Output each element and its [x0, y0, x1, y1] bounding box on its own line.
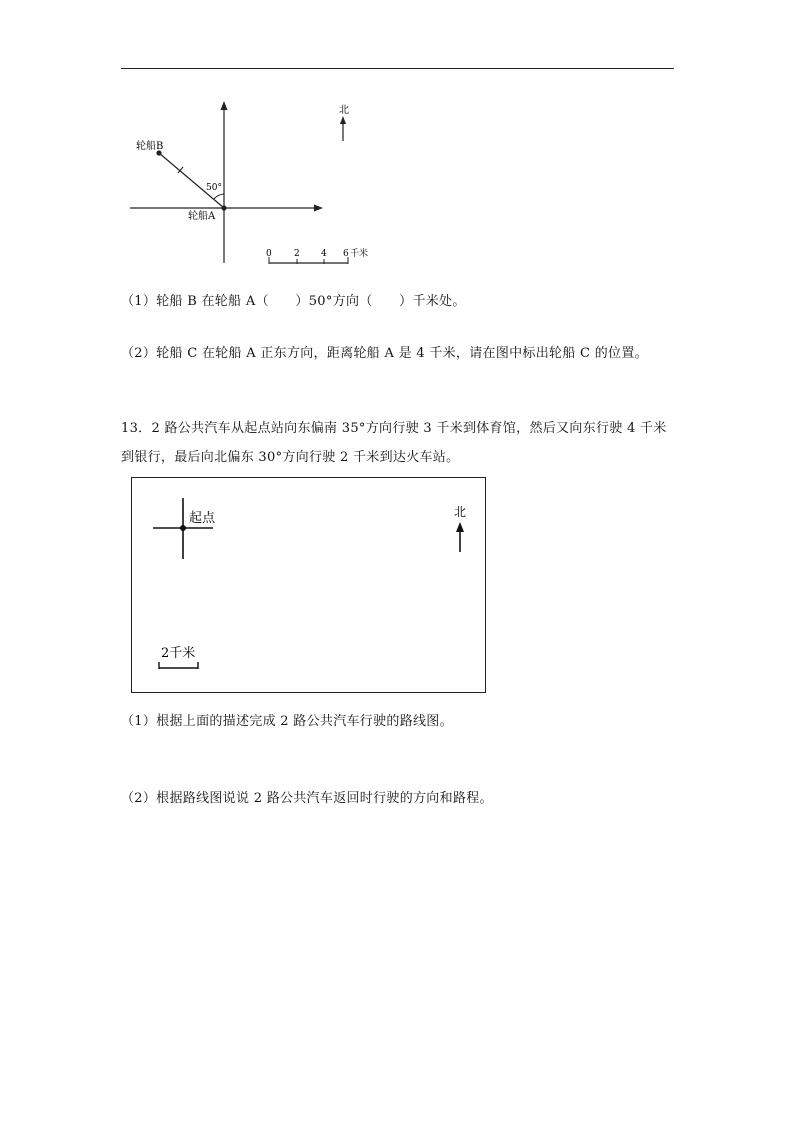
- start-point: [180, 525, 186, 531]
- north-label-2: 北: [454, 505, 467, 519]
- question-12-part-2: （2）轮船 C 在轮船 A 正东方向，距离轮船 A 是 4 千米，请在图中标出轮船 C 的位置。: [121, 346, 648, 361]
- ship-a-label: 轮船A: [188, 211, 216, 222]
- start-label: 起点: [189, 511, 216, 526]
- question-13-line-2: 到银行，最后向北偏东 30°方向行驶 2 千米到达火车站。: [121, 450, 460, 465]
- scale-tick-6: 6: [343, 249, 349, 259]
- question-12-part-1: （1）轮船 B 在轮船 A（ ）50°方向（ ）千米处。: [121, 294, 466, 309]
- question-13-part-1: （1）根据上面的描述完成 2 路公共汽车行驶的路线图。: [121, 714, 453, 729]
- north-arrow-icon-2: [456, 522, 464, 532]
- scale-tick-0: 0: [266, 249, 272, 259]
- scale-tick-2: 2: [294, 249, 300, 259]
- question-13-part-2: （2）根据路线图说说 2 路公共汽车返回时行驶的方向和路程。: [121, 791, 493, 806]
- angle-label: 50°: [206, 183, 222, 193]
- scale-unit: 千米: [350, 249, 369, 259]
- scale-label: 2千米: [161, 646, 196, 661]
- question-13-line-1: 13．2 路公共汽车从起点站向东偏南 35°方向行驶 3 千米到体育馆，然后又向东行驶 4 千米: [121, 421, 667, 436]
- scale-tick-4: 4: [321, 249, 327, 259]
- ship-b-label: 轮船B: [136, 141, 164, 152]
- north-label: 北: [339, 105, 349, 116]
